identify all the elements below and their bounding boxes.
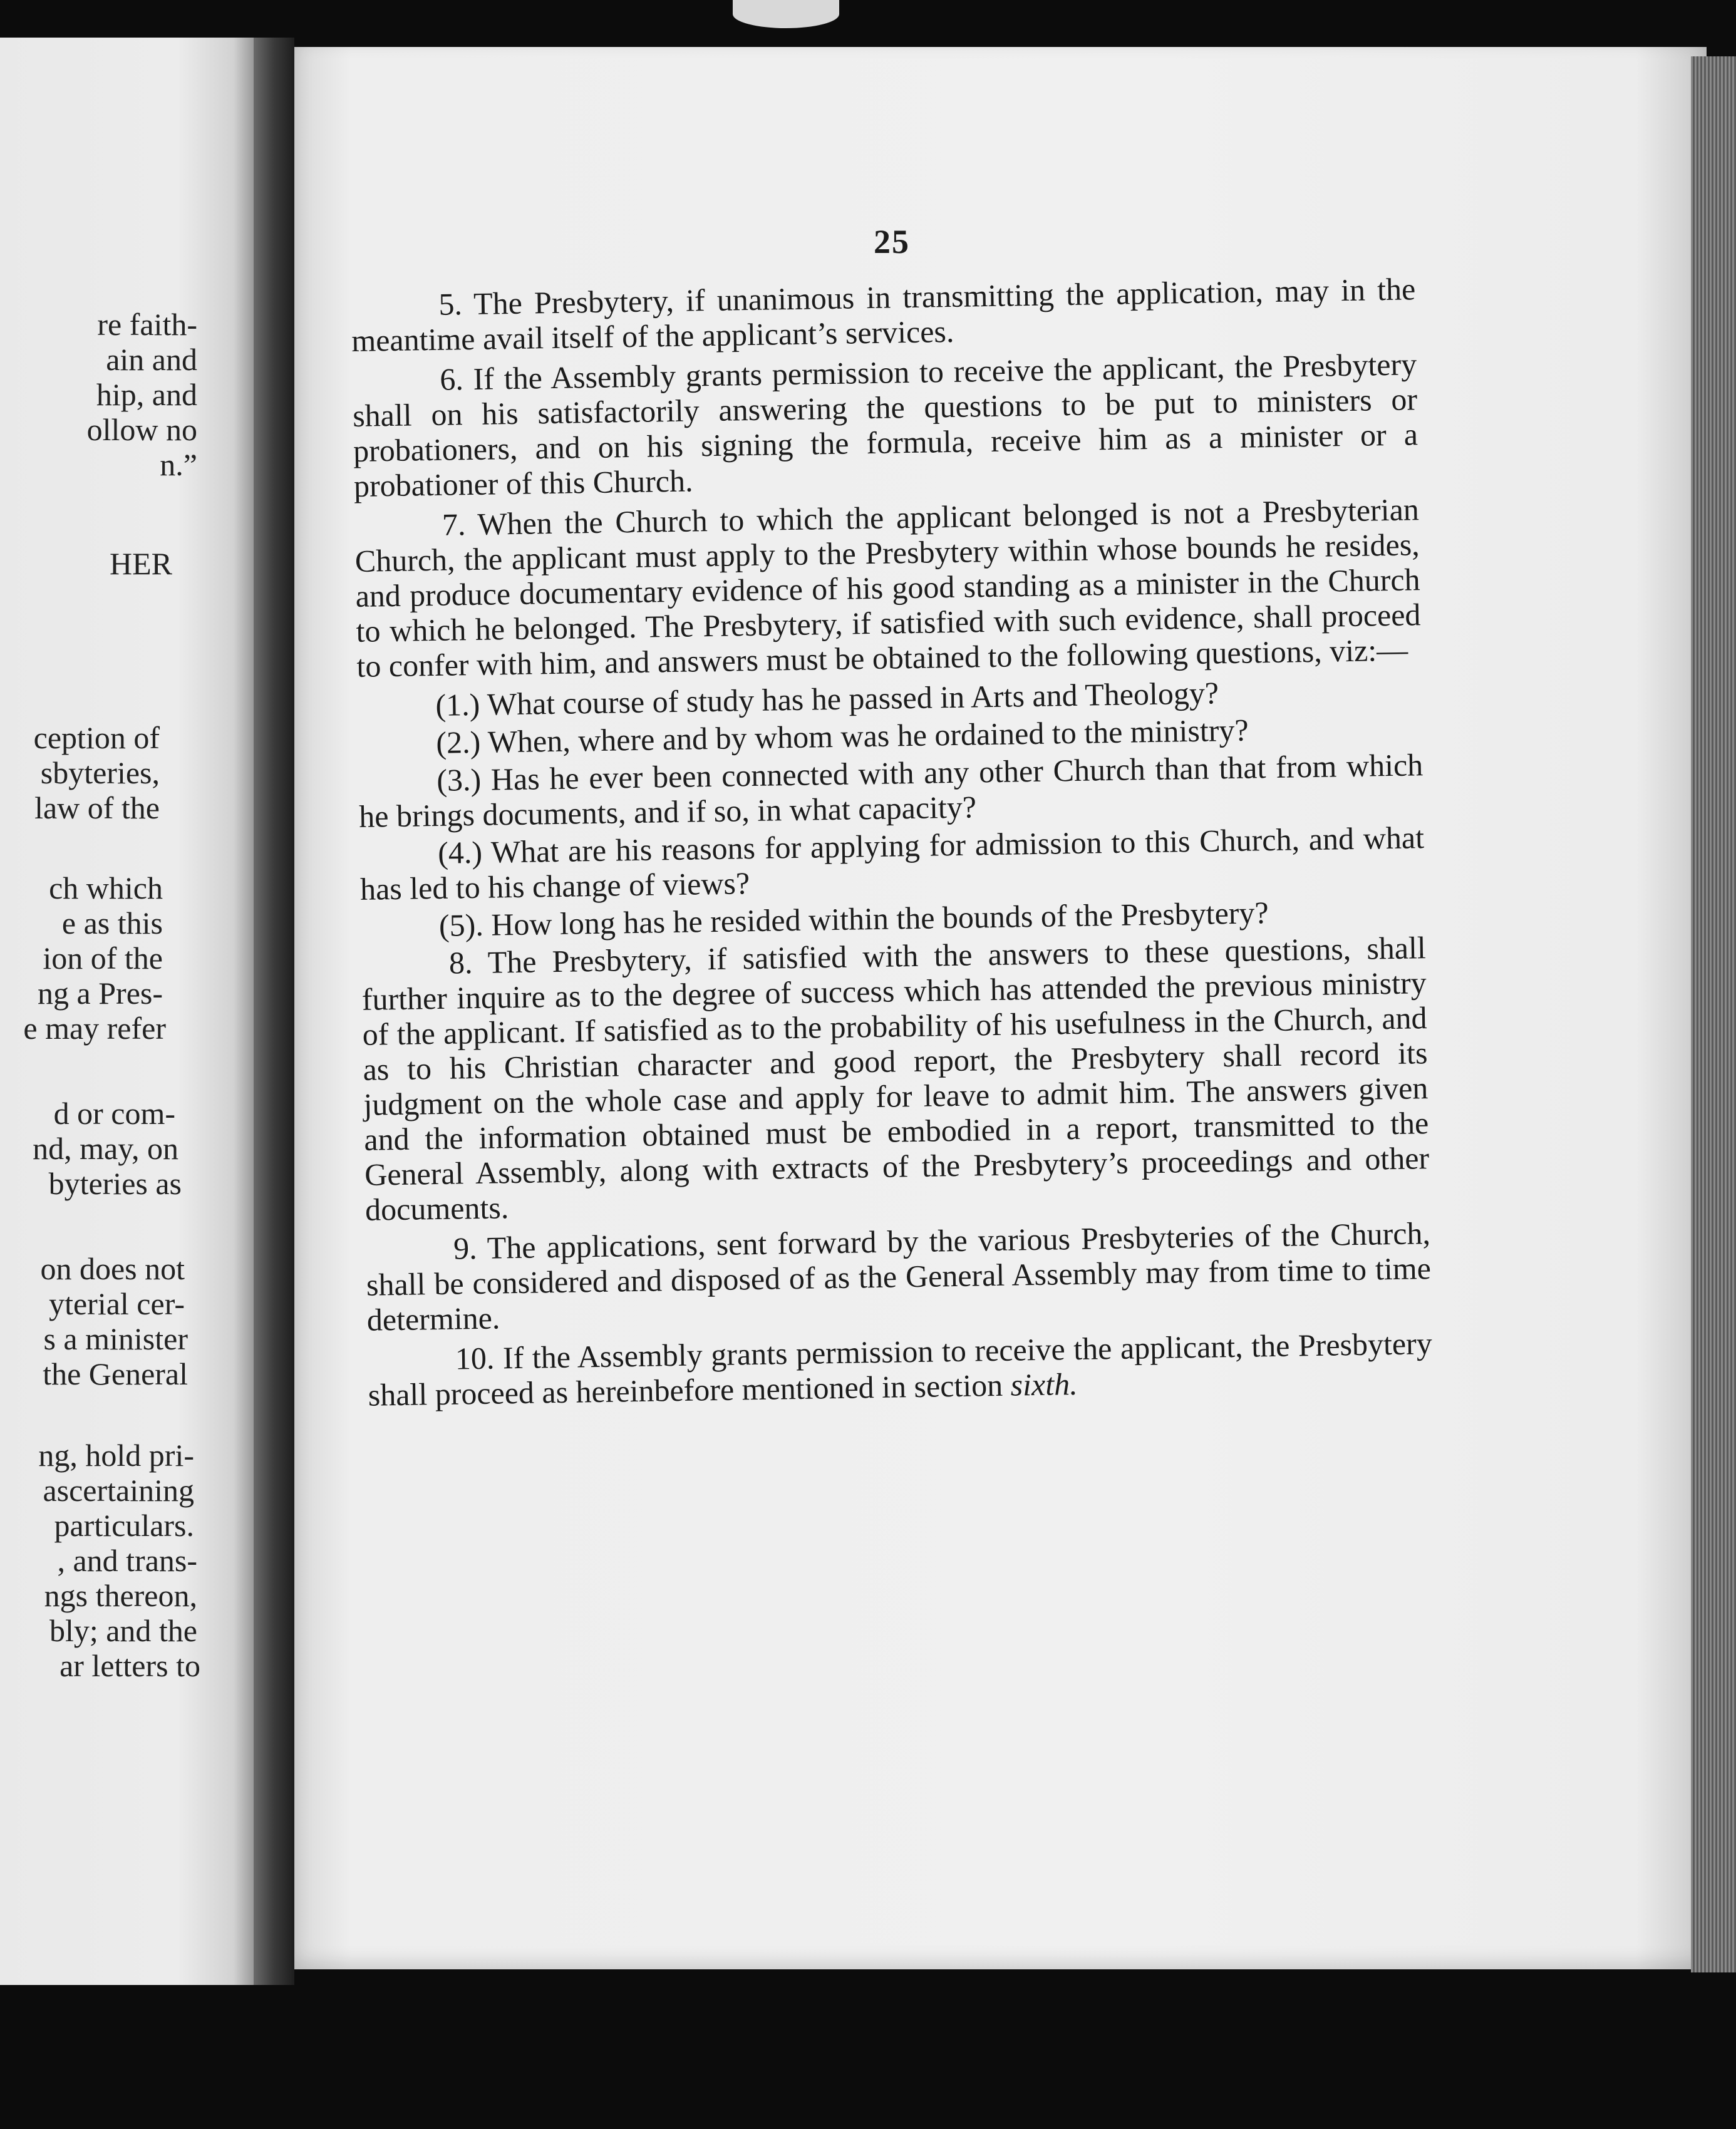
left-line: particulars. [54,1508,194,1543]
left-line: ain and [106,342,197,377]
section-8: 8. The Presbytery, if satisfied with the answers to these questions, shall further inquire as to the degree of success which has attended the previous ministry of the applicant. If satisfied as to the probability of his usefulness in the Church, and as to his Christian character and good report, the Presbytery shall record its judgment on the whole case and apply for leave to admit him. The answers given and the information obtained must be embodied in a report, transmitted to the General Assembly, along with extracts of the Presbytery’s proceedings and other documents. [361,930,1430,1227]
left-heading: HER [110,546,172,581]
left-line: n.” [160,447,197,482]
left-line: hip, and [96,377,197,412]
left-line: re faith- [97,307,197,342]
left-line: byteries as [48,1166,182,1201]
page-body [351,271,1433,1417]
left-line: ar letters to [59,1648,200,1683]
left-line: on does not [40,1251,185,1286]
left-line: ascertaining [43,1473,194,1508]
page-number: 25 [874,223,910,260]
question-1: (1.) What course of study has he passed in Arts and Theology? [435,675,1219,723]
left-line: e as this [61,905,163,941]
section-10 [367,1326,1433,1413]
left-line: , and trans- [57,1543,197,1578]
section-7: 7. When the Church to which the applicant belonged is not a Presbyterian Church, the applicant must apply to the Presbytery within whose bounds he resides, and produce documentary evidence of his good standing as a minister in the Church to which he belonged. The Presbytery, if satisfied with such evidence, shall proceed to confer with him, and answers must be obtained to the following questions, viz:— [354,492,1421,684]
page-blot [733,0,839,28]
section-9: 9. The applications, sent forward by the various Presbyteries of the Church, shall be considered and disposed of as the General Assembly may from time to time determine. [366,1215,1432,1338]
left-line: bly; and the [49,1613,197,1648]
section-6: 6. If the Assembly grants permission to receive the applicant, the Presbytery shall on his satisfactorily answering the questions to be put to ministers or probationers, and on his signing the formula, receive him as a minister or a probationer of this Church. [352,346,1418,503]
left-line: ion of the [43,941,163,976]
left-line: s a minister [43,1321,188,1356]
left-line: sbyteries, [40,755,160,790]
section-5: 5. The Presbytery, if unanimous in transmitting the application, may in the meantime avail itself of the applicant’s services. [351,271,1416,358]
left-line: ception of [33,720,160,755]
section-10-text: 10. If the Assembly grants permission to receive the applicant, the Presbytery shall proceed as hereinbefore mentioned in section [368,1326,1433,1413]
left-line: e may refer [23,1011,166,1046]
left-line: ollow no [86,412,197,447]
left-line: nd, may, on [33,1131,178,1166]
left-line: ng a Pres- [38,976,163,1011]
question-2: (2.) When, where and by whom was he ordained to the ministry? [435,712,1249,760]
left-line: ng, hold pri- [38,1438,194,1473]
question-3: (3.) Has he ever been connected with any other Church than that from which he brings documents, and if so, in what capacity? [358,747,1423,834]
left-line: yterial cer- [49,1286,185,1321]
left-line: law of the [34,790,160,825]
left-line: ngs thereon, [44,1578,197,1613]
page-stack-edge [1691,56,1736,1972]
left-line: the General [43,1356,188,1391]
previous-page [0,38,254,1985]
left-line: ch which [49,870,163,905]
book-gutter [254,38,294,1985]
question-5: (5). How long has he resided within the bounds of the Presbytery? [438,895,1269,943]
section-10-italic: sixth. [1010,1366,1078,1403]
question-4: (4.) What are his reasons for applying for admission to this Church, and what has led to his change of views? [359,820,1425,907]
left-line: d or com- [53,1096,175,1131]
